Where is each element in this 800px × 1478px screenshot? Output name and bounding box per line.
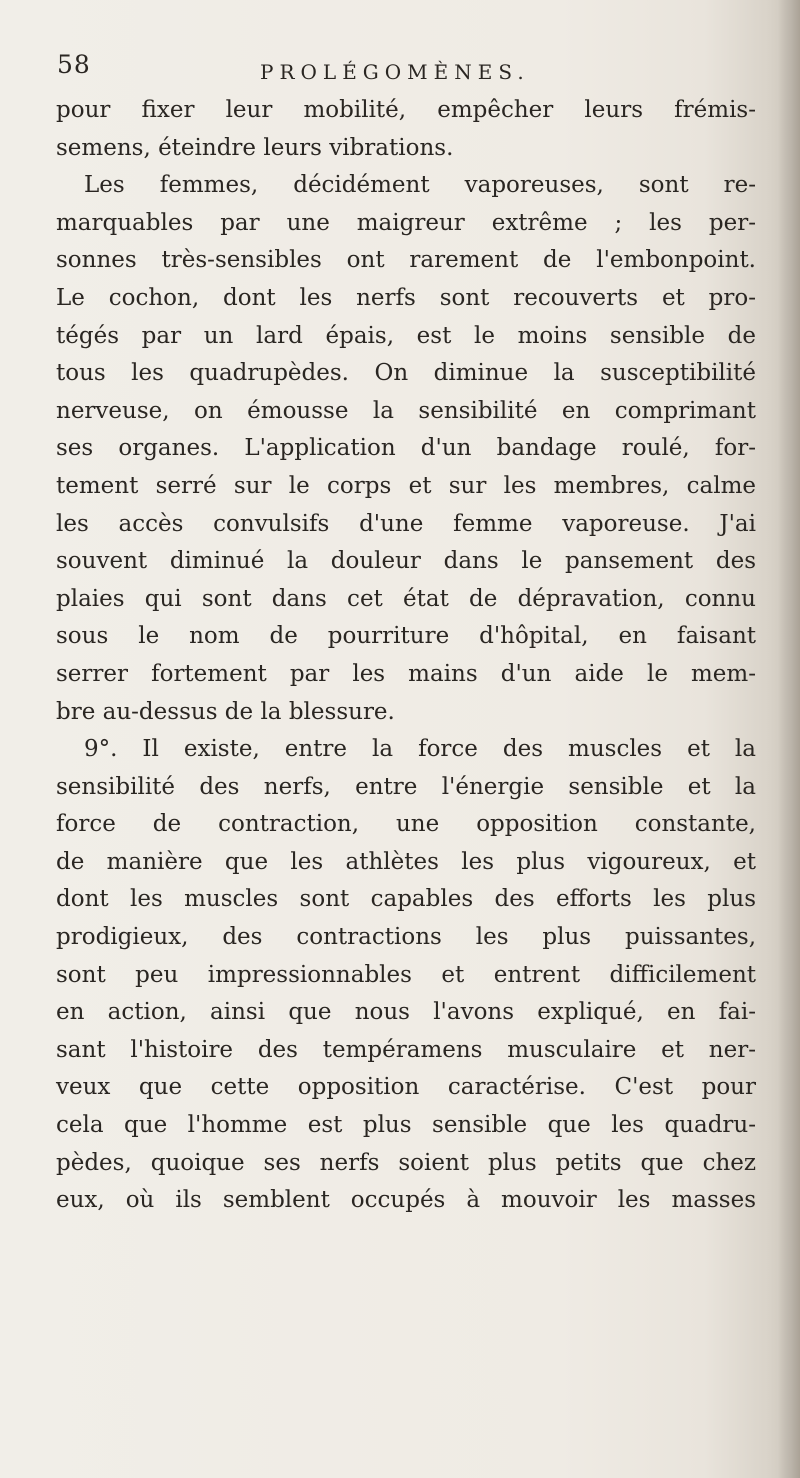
text-line: serrer fortement par les mains d'un aide le mem- [56,660,756,687]
text-line: sensibilité des nerfs, entre l'énergie sensible et la [56,773,756,800]
text-line: en action, ainsi que nous l'avons expliqué, en fai- [56,999,756,1026]
text-line: plaies qui sont dans cet état de dépravation, connu [56,585,756,612]
text-line: prodigieux, des contractions les plus puissantes, [56,924,756,951]
text-line: ses organes. L'application d'un bandage roulé, for- [56,435,756,462]
text-line: sont peu impressionnables et entrent difficilement [56,961,756,988]
text-line: sant l'histoire des tempéramens musculaire et ner- [56,1036,756,1063]
text-line: Les femmes, décidément vaporeuses, sont re- [84,172,756,199]
running-head [57,50,760,88]
running-head-title: PROLÉGOMÈNES. [260,60,530,84]
text-line: tement serré sur le corps et sur les membres, calme [56,472,756,499]
text-line: les accès convulsifs d'une femme vaporeuse. J'ai [56,510,756,537]
text-line: force de contraction, une opposition constante, [56,811,756,838]
text-line: de manière que les athlètes les plus vigoureux, et [56,848,756,875]
text-line: marquables par une maigreur extrême ; les per- [56,209,756,236]
text-line: pèdes, quoique ses nerfs soient plus petits que chez [56,1149,756,1176]
text-line: bre au-dessus de la blessure. [56,698,395,725]
text-line: veux que cette opposition caractérise. C'est pour [56,1074,756,1101]
text-line: Le cochon, dont les nerfs sont recouverts et pro- [56,284,756,311]
body-text [56,92,756,1220]
text-line: sous le nom de pourriture d'hôpital, en faisant [56,623,756,650]
text-line: eux, où ils semblent occupés à mouvoir les masses [56,1187,756,1214]
text-line: pour fixer leur mobilité, empêcher leurs frémis- [56,97,756,123]
text-line: tégés par un lard épais, est le moins sensible de [56,322,756,349]
text-line: semens, éteindre leurs vibrations. [56,134,454,161]
text-line: tous les quadrupèdes. On diminue la susceptibilité [56,360,756,387]
text-line: souvent diminué la douleur dans le pansement des [56,548,756,575]
text-line: cela que l'homme est plus sensible que les quadru- [56,1112,756,1139]
page-edge-shadow [778,0,800,1478]
text-line: nerveuse, on émousse la sensibilité en comprimant [56,397,756,424]
text-line: dont les muscles sont capables des efforts les plus [56,886,756,913]
text-line: 9°. Il existe, entre la force des muscles et la [84,736,756,763]
text-line: sonnes très-sensibles ont rarement de l'embonpoint. [56,247,756,274]
page-number: 58 [57,50,91,79]
